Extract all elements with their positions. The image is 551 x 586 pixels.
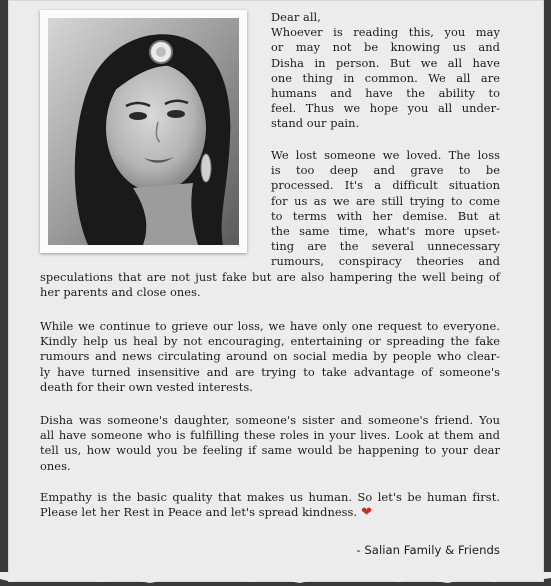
letter-line: all have someone who is fulfilling these roles in your lives. Look at them and [40,428,500,443]
letter-line: humans and have the ability to [271,86,500,101]
letter-greeting: Dear all, [271,10,321,24]
signature: - Salian Family & Friends [356,543,500,557]
letter-paragraph-2 [271,148,500,270]
letter-line: Disha in person. But we all have [271,55,500,70]
letter-paragraph-2-continued [40,270,500,300]
letter-line: ones. [40,458,71,473]
letter-line: Please let her Rest in Peace and let's spread kindness. [40,505,358,520]
heart-icon: ❤ [361,505,373,521]
letter-line: the same time, what's more upset- [271,224,500,239]
letter-line: tell us, how would you be feeling if same would be happening to your dear [40,443,500,458]
letter-line: death for their own vested interests. [40,379,253,394]
letter-line-with-heart [40,505,500,520]
letter-paragraph-3 [40,319,500,395]
letter-line: ting are the several unnecessary [271,239,500,254]
torn-paper-edge [0,572,551,586]
letter-intro-column [271,10,500,132]
letter-line: processed. It's a difficult situation [271,178,500,193]
letter-line: one thing in common. We all are [271,70,500,85]
letter-paragraph-4 [40,413,500,474]
letter-line: is too deep and grave to be [271,163,500,178]
portrait-photo-frame [40,10,247,253]
letter-line: Disha was someone's daughter, someone's sister and someone's friend. You [40,413,500,427]
letter-paragraph-5 [40,490,500,520]
letter-line: stand our pain. [271,116,360,131]
letter-line: rumours, conspiracy theories and [271,254,500,269]
letter-line: speculations that are not just fake but are also hampering the well being of [40,270,500,284]
letter-line: Kindly help us heal by not encouraging, entertaining or spreading the fake [40,334,500,349]
letter-line: feel. Thus we hope you all under- [271,101,500,116]
letter-line: While we continue to grieve our loss, we have only one request to everyone. [40,319,500,333]
letter-line: We lost someone we loved. The loss [271,148,500,162]
letter-line: or may not be knowing us and [271,40,500,55]
letter-line: her parents and close ones. [40,285,201,300]
portrait-photo [48,18,239,245]
letter-line: to terms with her demise. But at [271,208,500,223]
letter-line: for us as we are still trying to come [271,193,500,208]
letter-line: Whoever is reading this, you may [271,25,500,40]
letter-line: rumours and news circulating around on social media by people who clear- [40,349,500,364]
letter-line: ly have turned insensitive and are trying to take advantage of someone's [40,364,500,379]
letter-line: Empathy is the basic quality that makes us human. So let's be human first. [40,490,500,504]
